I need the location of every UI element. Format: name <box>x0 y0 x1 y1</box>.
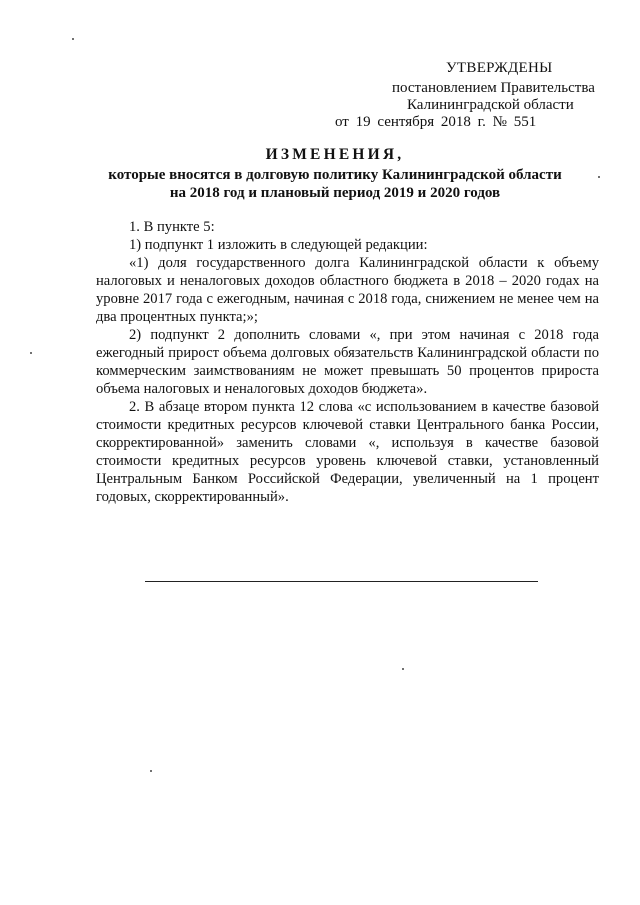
document-subtitle: которые вносятся в долговую политику Калининградской области на 2018 год и плановый период 2019 и 2020 годов <box>108 167 562 201</box>
scan-speck <box>72 38 74 40</box>
approved-date-text: от 19 сентября 2018 г. № 551 <box>335 114 537 130</box>
scan-speck <box>30 352 32 354</box>
document-body <box>96 218 599 506</box>
paragraph: 2. В абзаце втором пункта 12 слова «с использованием в качестве базовой стоимости кредитных ресурсов ключевой ставки Центрального банка России, скорректированной» заменить словами «, используя в качестве базовой стоимости кредитных ресурсов уровень ключевой ставки, установленный Центральным Банком Российской Федерации, увеличенный на 1 процент годовых, скорректированный». <box>96 399 599 505</box>
approved-region-text: Калининградской области <box>407 97 574 113</box>
paragraph: 1) подпункт 1 изложить в следующей редакции: <box>129 237 428 253</box>
approved-stamp-title: УТВЕРЖДЕНЫ <box>446 60 553 76</box>
paragraph: 1. В пункте 5: <box>129 219 215 235</box>
scan-speck <box>598 176 600 178</box>
paragraph: 2) подпункт 2 дополнить словами «, при этом начиная с 2018 года ежегодный прирост объема долговых обязательств Калининградской области по коммерческим заимствованиям не может превышать 50 процентов прироста объема налоговых и неналоговых доходов бюджета». <box>96 327 599 397</box>
closing-separator-line <box>145 581 538 582</box>
scan-speck <box>402 668 404 670</box>
paragraph: «1) доля государственного долга Калининградской области к объему налоговых и неналоговых доходов областного бюджета в 2018 – 2020 годах на уровне 2017 года с ежегодным, начиная с 2018 года, снижением не менее чем на два процентных пункта;»; <box>96 255 599 325</box>
approved-by-text: постановлением Правительства <box>392 80 595 96</box>
scan-speck <box>150 770 152 772</box>
document-title: ИЗМЕНЕНИЯ, <box>265 146 405 163</box>
